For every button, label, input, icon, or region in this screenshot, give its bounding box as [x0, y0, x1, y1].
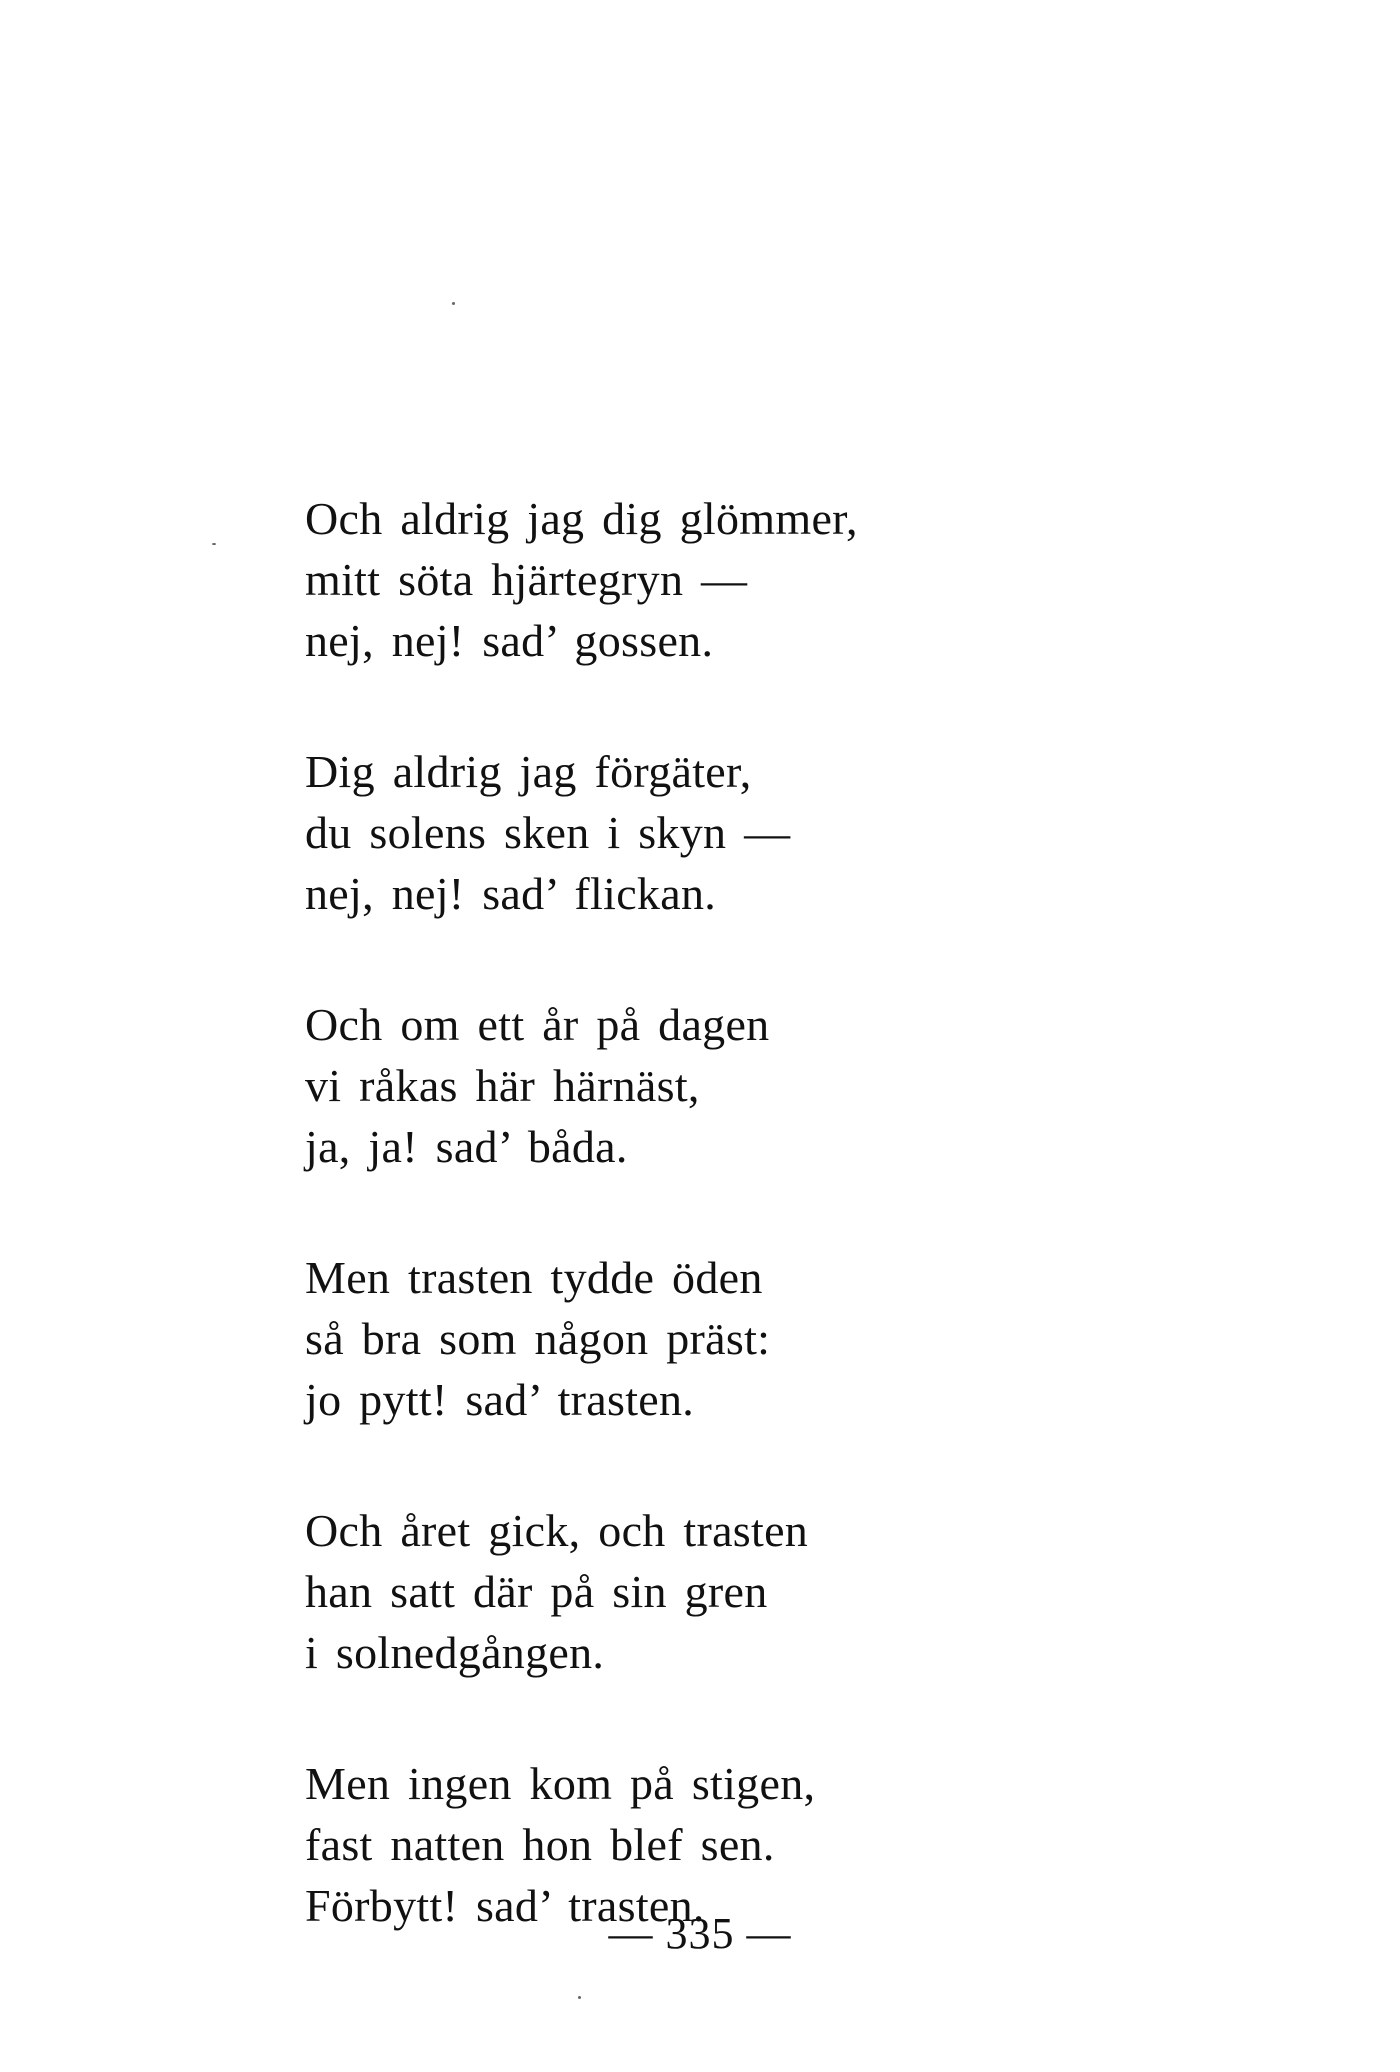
poem-line: nej, nej! sad’ gossen. — [305, 615, 714, 666]
poem-line: Och aldrig jag dig glömmer, — [305, 493, 858, 544]
scan-speck — [212, 543, 216, 545]
poem-line: Förbytt! sad’ trasten. — [305, 1880, 705, 1931]
poem-line: Dig aldrig jag förgäter, — [305, 746, 752, 797]
poem-line: du solens sken i skyn — — [305, 807, 791, 858]
poem-line: mitt söta hjärtegryn — — [305, 554, 748, 605]
poem — [305, 488, 1205, 2006]
poem-line: Men ingen kom på stigen, — [305, 1758, 816, 1809]
stanza-3 — [305, 994, 1205, 1177]
poem-line: han satt där på sin gren — [305, 1566, 768, 1617]
poem-line: ja, ja! sad’ båda. — [305, 1121, 628, 1172]
poem-line: så bra som någon präst: — [305, 1313, 771, 1364]
scan-speck — [452, 302, 455, 305]
stanza-4 — [305, 1247, 1205, 1430]
poem-line: nej, nej! sad’ flickan. — [305, 868, 717, 919]
stanza-5 — [305, 1500, 1205, 1683]
poem-line: i solnedgången. — [305, 1627, 605, 1678]
poem-line: Men trasten tydde öden — [305, 1252, 763, 1303]
stanza-2 — [305, 741, 1205, 924]
poem-line: Och året gick, och trasten — [305, 1505, 809, 1556]
poem-line: Och om ett år på dagen — [305, 999, 770, 1050]
page-number: — 335 — — [608, 1909, 792, 1958]
poem-line: fast natten hon blef sen. — [305, 1819, 775, 1870]
poem-line: vi råkas här härnäst, — [305, 1060, 700, 1111]
poem-line: jo pytt! sad’ trasten. — [305, 1374, 695, 1425]
stanza-1 — [305, 488, 1205, 671]
